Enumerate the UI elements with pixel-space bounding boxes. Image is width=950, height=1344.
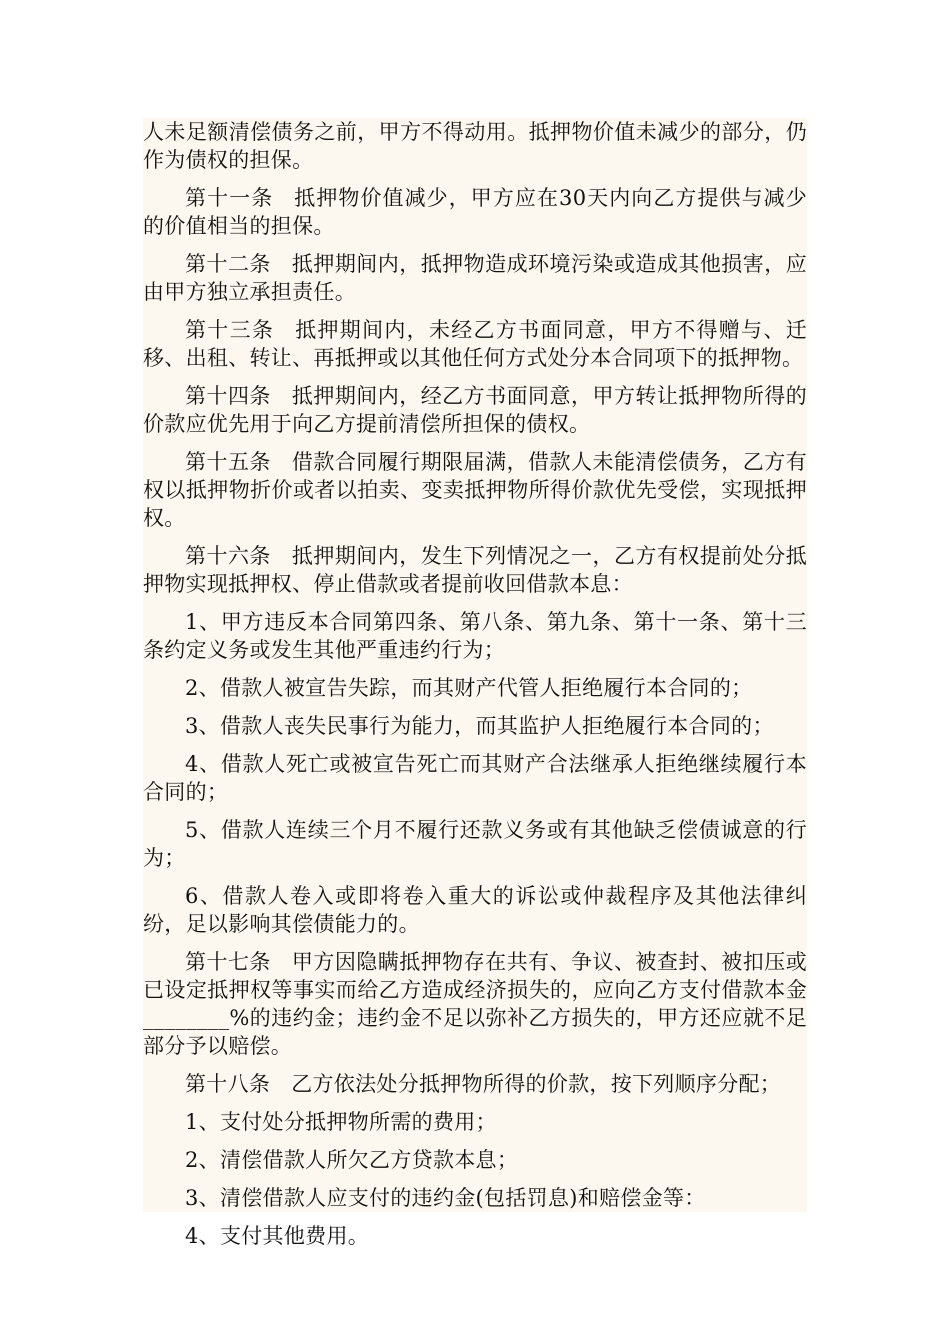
article-18: [143, 1070, 807, 1098]
article-16: [143, 542, 807, 598]
list-item-text: 6、借款人卷入或即将卷入重大的诉讼或仲裁程序及其他法律纠纷，足以影响其偿债能力的。: [143, 884, 807, 936]
list-item-text: 2、清偿借款人所欠乙方贷款本息；: [185, 1148, 519, 1172]
paragraph-text: 抵押期间内，经乙方书面同意，甲方转让抵押物所得的价款应优先用于向乙方提前清偿所担保的债权。: [143, 384, 808, 436]
list-item-text: 1、甲方违反本合同第四条、第八条、第九条、第十一条、第十三条约定义务或发生其他严重违约行为；: [143, 610, 807, 662]
list-item-text: 4、借款人死亡或被宣告死亡而其财产合法继承人拒绝继续履行本合同的；: [143, 752, 807, 804]
paragraph-continuation: [143, 118, 807, 174]
paragraph-text: 甲方因隐瞒抵押物存在共有、争议、被查封、被扣压或已设定抵押权等事实而给乙方造成经济损失的，应向乙方支付借款本金________%的违约金；违约金不足以弥补乙方损失的，甲方还应就不足部分予以赔偿。: [143, 950, 808, 1058]
document-text-body: [143, 118, 808, 1248]
list-item: [143, 1146, 807, 1174]
list-item-text: 3、借款人丧失民事行为能力，而其监护人拒绝履行本合同的；: [185, 714, 774, 738]
list-item: [143, 1222, 807, 1250]
list-item-text: 4、支付其他费用。: [185, 1224, 370, 1248]
article-14: [143, 382, 807, 438]
paragraph-text: 乙方依法处分抵押物所得的价款，按下列顺序分配；: [291, 1072, 782, 1096]
article-11: [143, 184, 807, 240]
list-item: [143, 1184, 807, 1212]
list-item: [143, 816, 807, 872]
paragraph-text: 抵押期间内，未经乙方书面同意，甲方不得赠与、迁移、出租、转让、再抵押或以其他任何方式处分本合同项下的抵押物。: [143, 318, 807, 370]
article-number: 第十一条: [185, 186, 274, 210]
list-item-text: 3、清偿借款人应支付的违约金(包括罚息)和赔偿金等：: [185, 1186, 706, 1210]
paragraph-text: 抵押期间内，抵押物造成环境污染或造成其他损害，应由甲方独立承担责任。: [143, 252, 808, 304]
article-number: 第十四条: [185, 384, 271, 408]
list-item: [143, 674, 807, 702]
article-number: 第十二条: [185, 252, 271, 276]
paragraph-text: 抵押期间内，发生下列情况之一，乙方有权提前处分抵押物实现抵押权、停止借款或者提前收回借款本息：: [143, 544, 808, 596]
list-item: [143, 1108, 807, 1136]
paragraph-text: 抵押物价值减少，甲方应在30天内向乙方提供与减少的价值相当的担保。: [143, 186, 808, 238]
list-item-text: 1、支付处分抵押物所需的费用；: [185, 1110, 497, 1134]
article-number: 第十五条: [185, 450, 271, 474]
list-item: [143, 750, 807, 806]
list-item-text: 5、借款人连续三个月不履行还款义务或有其他缺乏偿债诚意的行为；: [143, 818, 807, 870]
article-number: 第十八条: [185, 1072, 271, 1096]
article-number: 第十七条: [185, 950, 271, 974]
article-number: 第十六条: [185, 544, 271, 568]
list-item: [143, 882, 807, 938]
list-item: [143, 712, 807, 740]
article-17: [143, 948, 807, 1060]
article-12: [143, 250, 807, 306]
article-13: [143, 316, 807, 372]
list-item-text: 2、借款人被宣告失踪，而其财产代管人拒绝履行本合同的；: [185, 676, 753, 700]
paragraph-text: 借款合同履行期限届满，借款人未能清偿债务，乙方有权以抵押物折价或者以拍卖、变卖抵押物所得价款优先受偿，实现抵押权。: [143, 450, 808, 530]
paragraph-text: 人未足额清偿债务之前，甲方不得动用。抵押物价值未减少的部分，仍作为债权的担保。: [143, 120, 807, 172]
article-15: [143, 448, 807, 532]
article-number: 第十三条: [185, 318, 275, 342]
list-item: [143, 608, 807, 664]
